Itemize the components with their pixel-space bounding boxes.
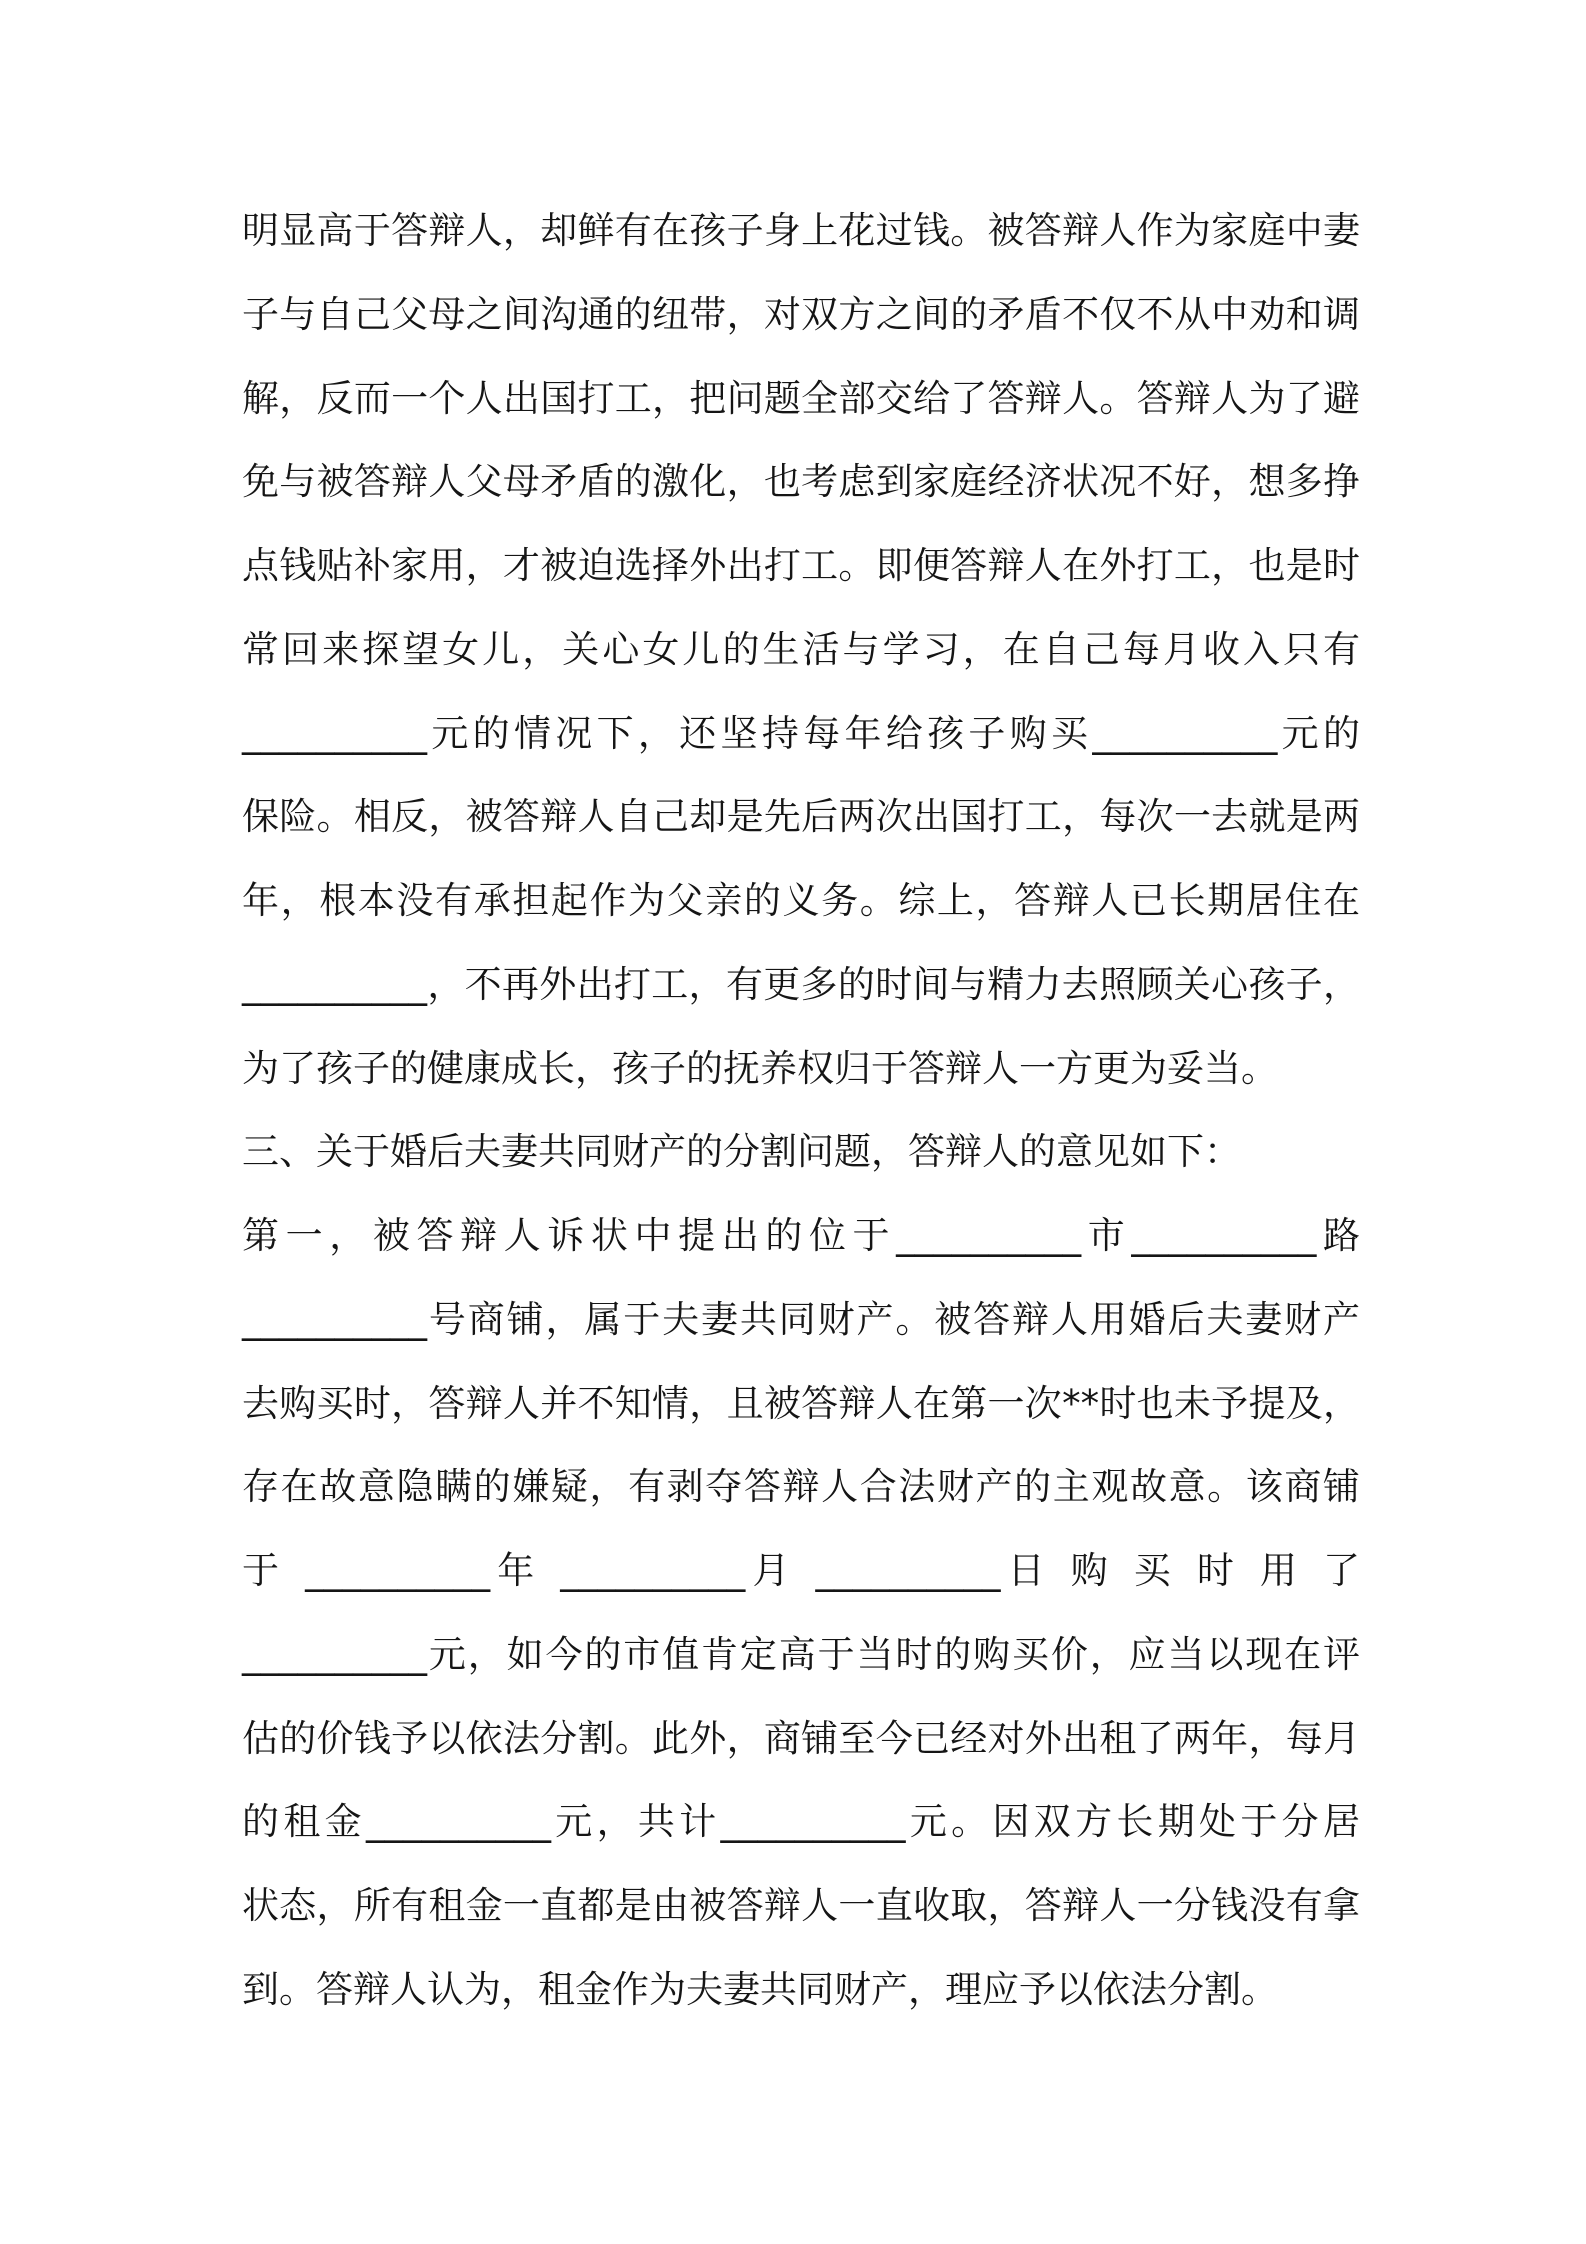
document-body (242, 189, 1360, 2032)
section-heading-property (242, 1110, 1360, 1194)
text-line: 子与自己父母之间沟通的纽带，对双方之间的矛盾不仅不从中劝和调 (242, 292, 1360, 336)
paragraph-property (242, 1194, 1360, 2032)
text-line: __________号商铺，属于夫妻共同财产。被答辩人用婚后夫妻财产 (242, 1297, 1360, 1341)
text-line: 为了孩子的健康成长，孩子的抚养权归于答辩人一方更为妥当。 (242, 1046, 1278, 1090)
text-line: 存在故意隐瞒的嫌疑，有剥夺答辩人合法财产的主观故意。该商铺 (242, 1465, 1360, 1509)
text-line: 明显高于答辩人，却鲜有在孩子身上花过钱。被答辩人作为家庭中妻 (242, 209, 1360, 252)
text-line: 年，根本没有承担起作为父亲的义务。综上，答辩人已长期居住在 (242, 879, 1360, 922)
text-line: 免与被答辩人父母矛盾的激化，也考虑到家庭经济状况不好，想多挣 (242, 460, 1360, 504)
text-line: 保险。相反，被答辩人自己却是先后两次出国打工，每次一去就是两 (242, 795, 1360, 839)
text-line: 常回来探望女儿，关心女儿的生活与学习，在自己每月收入只有 (242, 627, 1360, 671)
text-line: 点钱贴补家用，才被迫选择外出打工。即便答辩人在外打工，也是时 (242, 544, 1360, 587)
text-line: 三、关于婚后夫妻共同财产的分割问题，答辩人的意见如下： (242, 1130, 1241, 1174)
paragraph-custody (242, 189, 1360, 1110)
text-line: __________元的情况下，还坚持每年给孩子购买__________元的 (242, 711, 1360, 755)
text-line: __________元，如今的市值肯定高于当时的购买价，应当以现在评 (242, 1632, 1360, 1676)
text-line: 到。答辩人认为，租金作为夫妻共同财产，理应予以依法分割。 (242, 1967, 1278, 2011)
text-line: __________，不再外出打工，有更多的时间与精力去照顾关心孩子， (242, 962, 1360, 1006)
text-line: 状态，所有租金一直都是由被答辩人一直收取，答辩人一分钱没有拿 (242, 1884, 1360, 1927)
text-line: 的租金__________元，共计__________元。因双方长期处于分居 (242, 1800, 1360, 1844)
text-line: 去购买时，答辩人并不知情，且被答辩人在第一次**时也未予提及， (242, 1381, 1360, 1425)
text-line: 于 __________年 __________月 __________日 购 买 时 用 了 (242, 1549, 1360, 1592)
text-line: 第一，被答辩人诉状中提出的位于__________市__________路 (242, 1214, 1360, 1257)
text-line: 解，反而一个人出国打工，把问题全部交给了答辩人。答辩人为了避 (242, 376, 1360, 420)
text-line: 估的价钱予以依法分割。此外，商铺至今已经对外出租了两年，每月 (242, 1716, 1360, 1760)
